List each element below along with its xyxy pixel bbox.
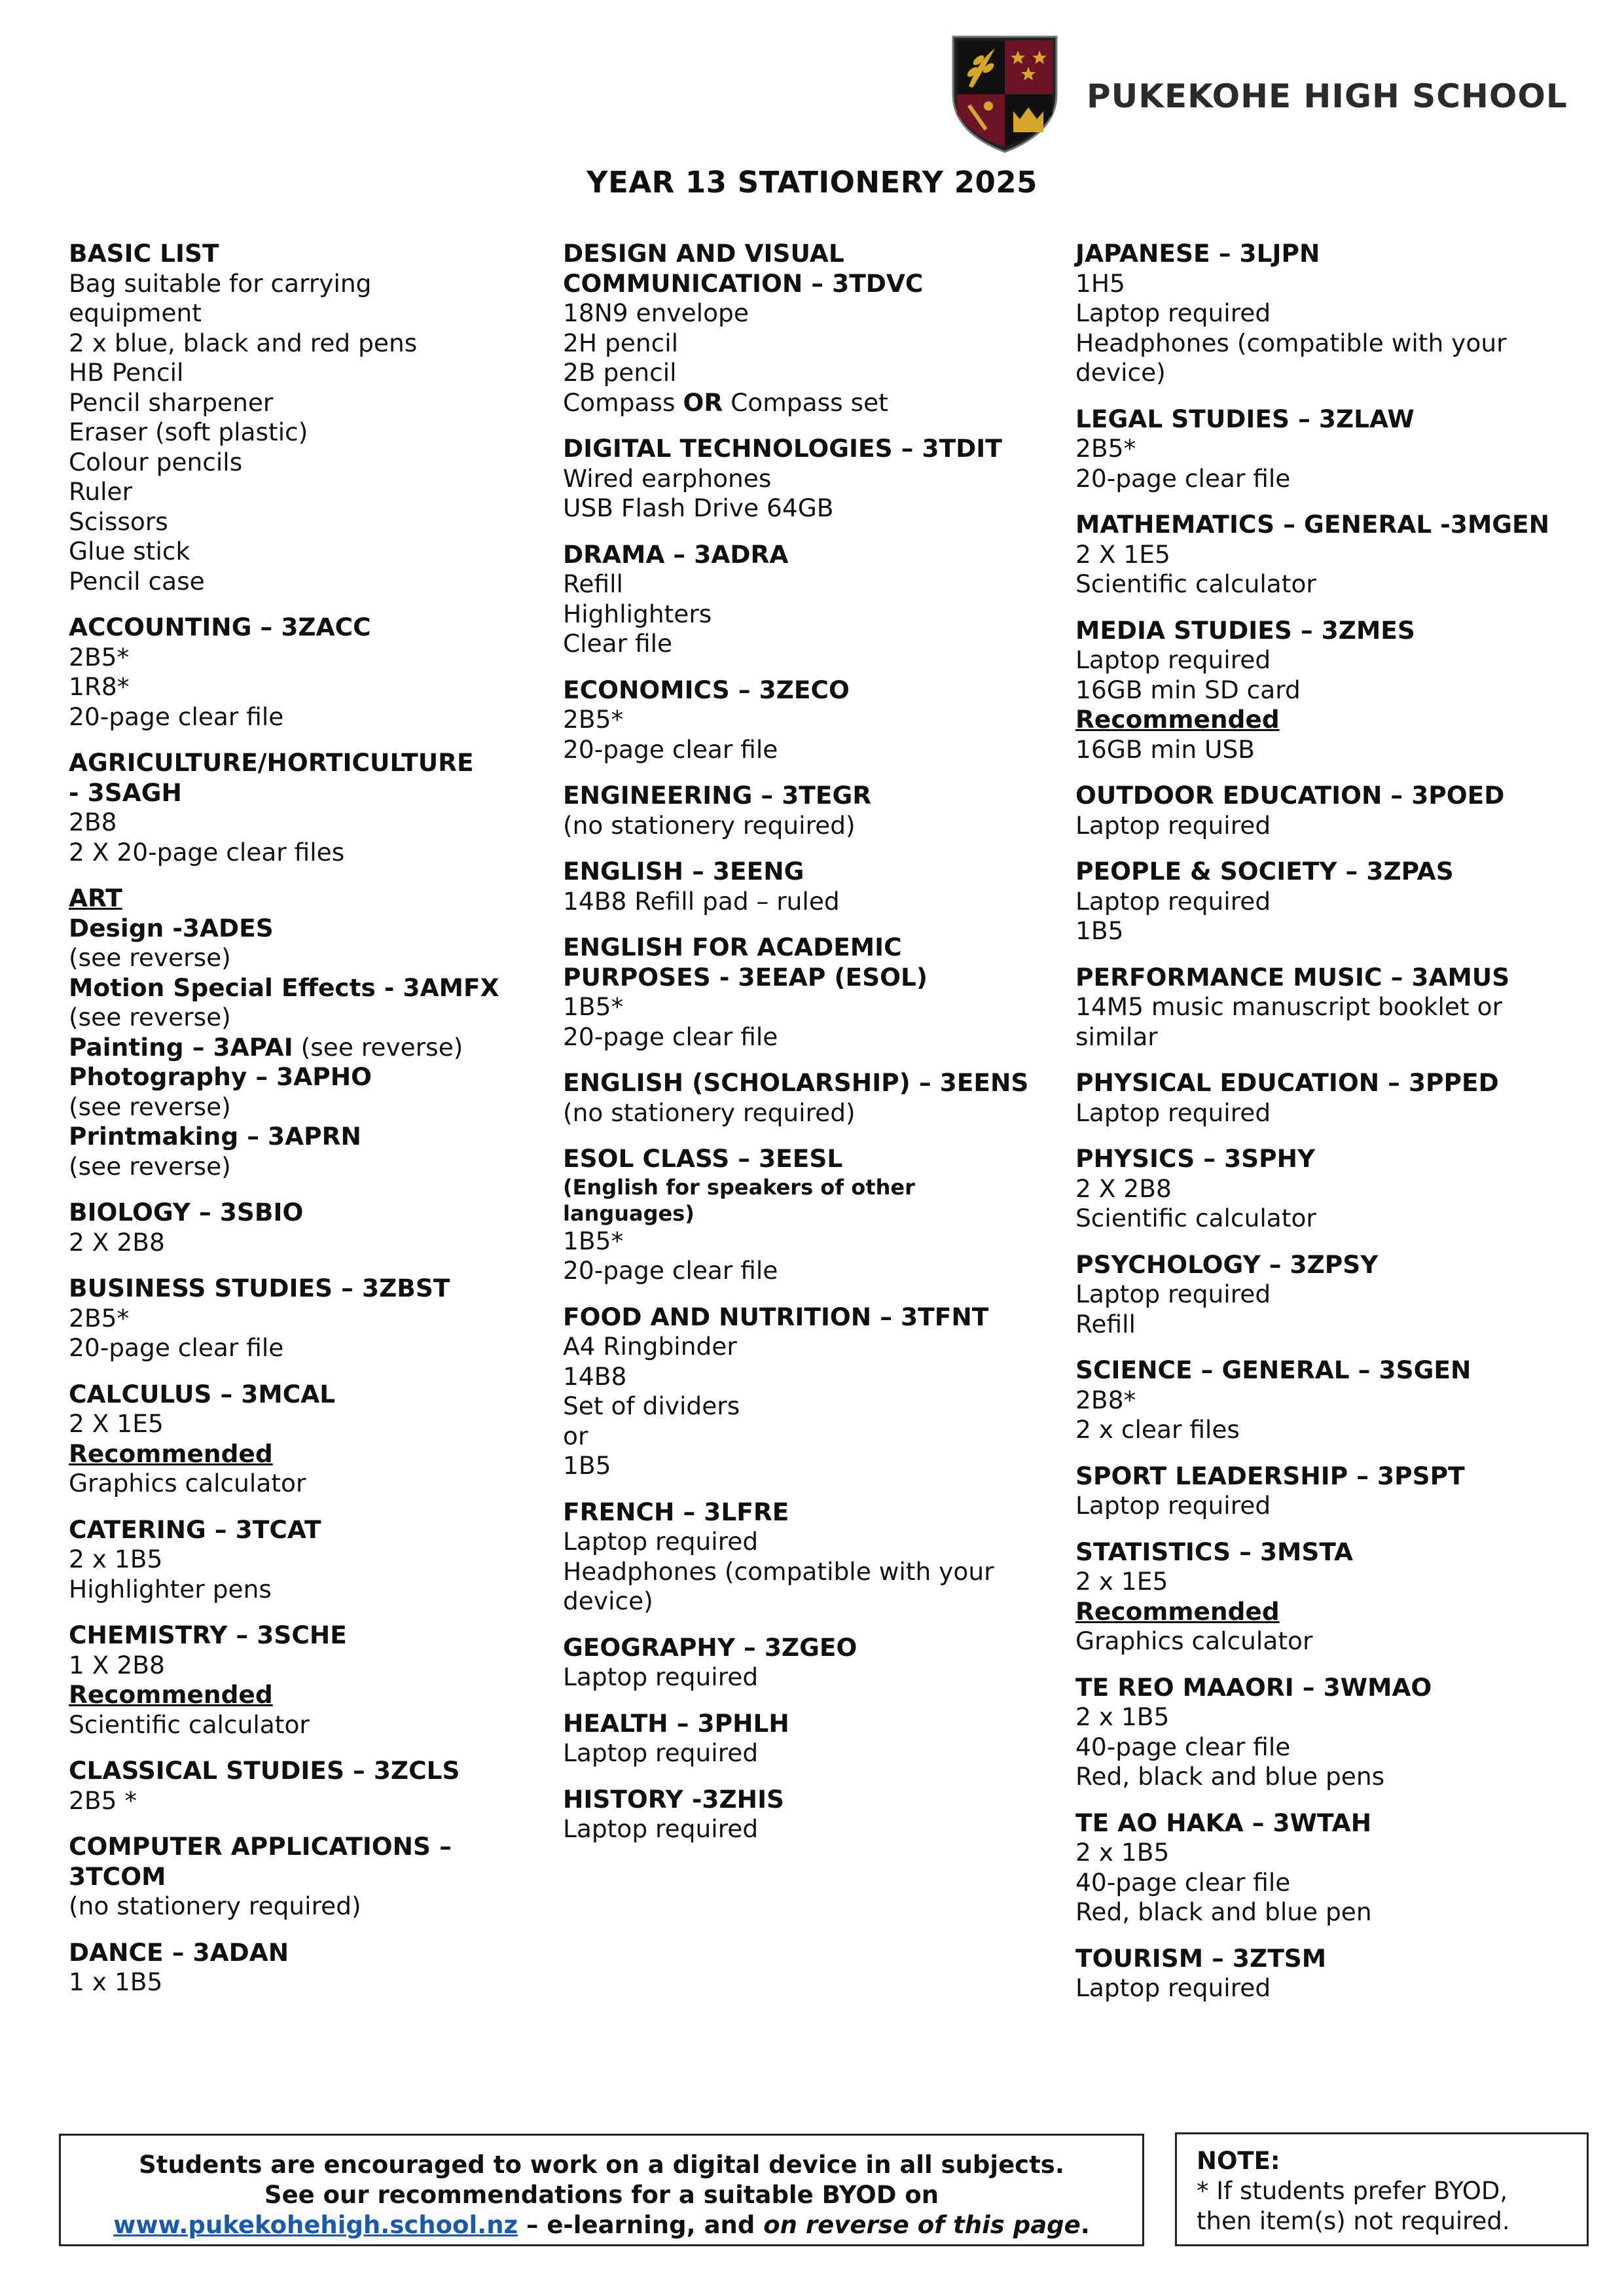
subject-section <box>1075 1537 1593 1657</box>
byod-line-1: Students are encouraged to work on a digital device in all subjects. <box>139 2151 1064 2179</box>
byod-line-2: See our recommendations for a suitable BYOD on <box>264 2181 939 2209</box>
stationery-item: Pencil case <box>69 566 205 596</box>
stationery-item: Colour pencils <box>69 447 243 476</box>
subject-heading: HISTORY -3ZHIS <box>563 1784 785 1814</box>
stationery-item: 2 X 1E5 <box>1075 539 1170 569</box>
subject-heading: HEALTH – 3PHLH <box>563 1708 789 1738</box>
subject-heading: DIGITAL TECHNOLOGIES – 3TDIT <box>563 434 1002 463</box>
subject-subtitle: (English for speakers of other <box>563 1174 915 1200</box>
stationery-item: 20-page clear file <box>563 734 778 764</box>
subject-heading: ENGLISH (SCHOLARSHIP) – 3EENS <box>563 1068 1029 1097</box>
stationery-item: Scissors <box>69 507 168 536</box>
stationery-item: Scientific calculator <box>1075 569 1316 598</box>
stationery-item: Laptop required <box>1075 298 1271 327</box>
recommended-label: Recommended <box>69 1439 273 1468</box>
stationery-item: 2H pencil <box>563 328 679 357</box>
stationery-item: 18N9 envelope <box>563 298 749 327</box>
stationery-item: Red, black and blue pens <box>1075 1762 1385 1791</box>
stationery-item: Refill <box>1075 1309 1136 1338</box>
stationery-item: Refill <box>563 569 623 598</box>
stationery-item: 2 x 1B5 <box>69 1545 163 1573</box>
subject-section <box>69 1274 520 1363</box>
art-entry-name: Photography – 3APHO <box>69 1062 372 1091</box>
stationery-item: (no stationery required) <box>563 1098 856 1127</box>
stationery-item: Laptop required <box>1075 810 1271 840</box>
subject-heading: AGRICULTURE/HORTICULTURE <box>69 748 474 777</box>
subject-section <box>69 1756 520 1816</box>
page-title: YEAR 13 STATIONERY 2025 <box>586 165 1038 200</box>
subject-section <box>1075 404 1593 494</box>
subject-heading: FOOD AND NUTRITION – 3TFNT <box>563 1302 989 1331</box>
subject-section <box>69 1621 520 1740</box>
subject-heading: PEOPLE & SOCIETY – 3ZPAS <box>1075 857 1454 886</box>
subject-section <box>1075 1355 1593 1445</box>
subject-section <box>1075 963 1593 1052</box>
stationery-item <box>563 388 1060 418</box>
subject-heading: PURPOSES - 3EEAP (ESOL) <box>563 962 928 992</box>
subject-section <box>69 1938 520 1998</box>
stationery-item: 14B8 Refill pad – ruled <box>563 886 840 916</box>
subject-heading: LEGAL STUDIES – 3ZLAW <box>1075 404 1415 433</box>
subject-section <box>69 1832 520 1922</box>
stationery-item: 1B5* <box>563 992 624 1021</box>
stationery-item: Wired earphones <box>563 463 772 493</box>
stationery-item: 2 X 1E5 <box>69 1409 164 1438</box>
stationery-item: HB Pencil <box>69 358 184 387</box>
subject-section <box>563 1709 1060 1768</box>
subject-section <box>563 1068 1060 1128</box>
subject-heading: - 3SAGH <box>69 778 182 807</box>
subject-heading: 3TCOM <box>69 1861 166 1891</box>
subject-section <box>1075 857 1593 946</box>
subject-section <box>1075 781 1593 840</box>
subject-section <box>563 933 1060 1052</box>
subject-section <box>563 1785 1060 1844</box>
byod-notice-box <box>59 2134 1144 2246</box>
subject-heading: SCIENCE – GENERAL – 3SGEN <box>1075 1355 1471 1384</box>
stationery-item: Laptop required <box>563 1738 759 1767</box>
stationery-item: Scientific calculator <box>1075 1204 1316 1232</box>
stationery-item: Ruler <box>69 477 133 506</box>
subject-section <box>563 434 1060 524</box>
stationery-item: 2B5* <box>69 642 130 672</box>
stationery-item: Graphics calculator <box>69 1469 306 1498</box>
stationery-item: Laptop required <box>563 1814 759 1843</box>
subject-heading: JAPANESE – 3LJPN <box>1075 239 1320 268</box>
subject-section <box>563 1302 1060 1481</box>
stationery-item: (no stationery required) <box>69 1892 361 1920</box>
stationery-item-part: Compass <box>563 387 683 417</box>
school-name: PUKEKOHE HIGH SCHOOL <box>1087 77 1568 115</box>
art-entry-note: (see reverse) <box>293 1032 463 1062</box>
stationery-item: 2B pencil <box>563 358 677 387</box>
subject-heading: PSYCHOLOGY – 3ZPSY <box>1075 1249 1379 1279</box>
subject-heading: PHYSICS – 3SPHY <box>1075 1144 1316 1173</box>
subject-section <box>1075 1673 1593 1792</box>
stationery-item: Laptop required <box>1075 1098 1271 1127</box>
note-title: NOTE: <box>1197 2147 1280 2175</box>
stationery-item: 16GB min USB <box>1075 734 1255 764</box>
subject-section <box>563 781 1060 840</box>
stationery-item: 1R8* <box>69 672 130 701</box>
subject-section <box>563 857 1060 916</box>
subject-heading: CHEMISTRY – 3SCHE <box>69 1621 347 1649</box>
stationery-item: 1H5 <box>1075 268 1125 298</box>
stationery-item: 2 X 20-page clear files <box>69 837 345 867</box>
subject-section <box>69 239 520 596</box>
subject-heading: COMMUNICATION – 3TDVC <box>563 268 924 298</box>
stationery-item: 40-page clear file <box>1075 1867 1291 1897</box>
subject-heading: ENGLISH FOR ACADEMIC <box>563 933 902 961</box>
stationery-item: Scientific calculator <box>69 1710 310 1739</box>
stationery-item: 2 X 2B8 <box>69 1227 165 1257</box>
subject-section <box>69 613 520 732</box>
subject-heading: TOURISM – 3ZTSM <box>1075 1943 1327 1973</box>
subject-section <box>1075 1808 1593 1928</box>
subject-heading: ESOL CLASS – 3EESL <box>563 1144 843 1173</box>
stationery-item: 2 x clear files <box>1075 1415 1240 1444</box>
subject-section <box>563 540 1060 659</box>
stationery-item: device) <box>563 1587 653 1615</box>
subject-heading: TE AO HAKA – 3WTAH <box>1075 1808 1372 1837</box>
subject-section <box>1075 239 1593 388</box>
art-entry-note: (see reverse) <box>69 943 231 972</box>
subject-heading: TE REO MAAORI – 3WMAO <box>1075 1672 1432 1702</box>
art-entry-note: (see reverse) <box>69 1003 231 1031</box>
byod-line-3 <box>61 2210 1142 2240</box>
stationery-item: 20-page clear file <box>563 1256 778 1285</box>
school-crest-icon <box>949 34 1060 154</box>
subject-section <box>1075 1250 1593 1340</box>
stationery-item: Set of dividers <box>563 1391 740 1420</box>
stationery-item: 2B5* <box>563 705 624 734</box>
byod-line-3-end: . <box>1080 2211 1090 2239</box>
subject-heading: ECONOMICS – 3ZECO <box>563 675 850 704</box>
stationery-item-part: Compass set <box>723 387 888 417</box>
byod-line-3-mid: – e-learning, and <box>518 2211 764 2239</box>
subject-heading: STATISTICS – 3MSTA <box>1075 1537 1354 1566</box>
stationery-item: Headphones (compatible with your <box>563 1556 994 1586</box>
subject-section <box>563 239 1060 418</box>
stationery-item: 2 X 2B8 <box>1075 1174 1172 1203</box>
subject-section <box>563 1633 1060 1693</box>
stationery-item: equipment <box>69 298 202 327</box>
stationery-item: 2 x 1E5 <box>1075 1567 1168 1596</box>
note-line-2: then item(s) not required. <box>1197 2207 1510 2235</box>
subject-heading: ENGLISH – 3EENG <box>563 857 804 886</box>
subject-heading: FRENCH – 3LFRE <box>563 1497 789 1526</box>
stationery-item: 2B5* <box>1075 434 1136 463</box>
stationery-item: Eraser (soft plastic) <box>69 418 308 446</box>
stationery-item: 20-page clear file <box>69 1333 284 1362</box>
subject-section <box>563 1498 1060 1617</box>
stationery-item: Laptop required <box>563 1662 759 1691</box>
subject-section <box>69 884 520 1181</box>
stationery-item: 1B5* <box>563 1226 624 1255</box>
subject-heading: BASIC LIST <box>69 239 219 268</box>
subject-heading: DRAMA – 3ADRA <box>563 539 789 569</box>
subject-section <box>69 748 520 867</box>
stationery-item: 1 x 1B5 <box>69 1967 163 1996</box>
stationery-item: Laptop required <box>1075 1491 1271 1520</box>
byod-line-3-italic: on reverse of this page <box>763 2211 1081 2239</box>
subject-heading: BUSINESS STUDIES – 3ZBST <box>69 1274 450 1302</box>
subject-section <box>1075 1944 1593 2003</box>
stationery-item: A4 Ringbinder <box>563 1332 737 1361</box>
subject-heading: COMPUTER APPLICATIONS – <box>69 1832 452 1861</box>
stationery-item: 14B8 <box>563 1361 627 1391</box>
note-line-1: * If students prefer BYOD, <box>1197 2177 1508 2205</box>
stationery-item: similar <box>1075 1022 1158 1051</box>
stationery-item: 2 x 1B5 <box>1075 1702 1170 1731</box>
stationery-item: 20-page clear file <box>563 1022 778 1051</box>
stationery-item: 40-page clear file <box>1075 1732 1291 1761</box>
subject-section <box>69 1515 520 1605</box>
stationery-item: Glue stick <box>69 537 190 565</box>
subject-heading: PERFORMANCE MUSIC – 3AMUS <box>1075 962 1510 992</box>
stationery-item: Laptop required <box>1075 886 1271 916</box>
note-box <box>1175 2132 1589 2246</box>
stationery-item: Laptop required <box>1075 1973 1271 2002</box>
recommended-label: Recommended <box>1075 705 1280 734</box>
stationery-item: 2B5 * <box>69 1785 137 1815</box>
stationery-item: 20-page clear file <box>1075 463 1291 493</box>
subject-heading: DANCE – 3ADAN <box>69 1937 289 1967</box>
stationery-item: 14M5 music manuscript booklet or <box>1075 992 1502 1021</box>
subject-section <box>1075 510 1593 600</box>
stationery-item: Highlighter pens <box>69 1574 272 1604</box>
stationery-item: 1B5 <box>1075 916 1124 945</box>
stationery-item: 1 X 2B8 <box>69 1650 165 1679</box>
subject-heading: MATHEMATICS – GENERAL -3MGEN <box>1075 510 1550 539</box>
stationery-item: 1B5 <box>563 1451 611 1480</box>
stationery-item: 16GB min SD card <box>1075 675 1301 704</box>
subject-section <box>563 675 1060 765</box>
stationery-item: or <box>563 1421 588 1450</box>
subject-heading: OUTDOOR EDUCATION – 3POED <box>1075 781 1505 810</box>
stationery-item: 2 x 1B5 <box>1075 1838 1170 1867</box>
art-entry-name: Design -3ADES <box>69 913 274 942</box>
stationery-item: Highlighters <box>563 599 712 628</box>
stationery-item: Headphones (compatible with your <box>1075 328 1507 357</box>
stationery-item: device) <box>1075 358 1166 387</box>
recommended-label: Recommended <box>1075 1596 1280 1626</box>
art-entry-name: Motion Special Effects - 3AMFX <box>69 973 499 1002</box>
recommended-label: Recommended <box>69 1680 273 1709</box>
stationery-item: 2B8 <box>69 808 117 836</box>
stationery-item: Laptop required <box>1075 1280 1271 1308</box>
subject-section <box>1075 1462 1593 1521</box>
subject-heading: SPORT LEADERSHIP – 3PSPT <box>1075 1461 1465 1490</box>
subject-heading: GEOGRAPHY – 3ZGEO <box>563 1632 857 1662</box>
stationery-item: 2B8* <box>1075 1385 1136 1414</box>
subject-heading: CALCULUS – 3MCAL <box>69 1379 336 1408</box>
subject-heading: MEDIA STUDIES – 3ZMES <box>1075 615 1415 645</box>
column-2 <box>563 239 1060 1861</box>
stationery-item: Laptop required <box>563 1527 759 1556</box>
stationery-item: Red, black and blue pen <box>1075 1897 1372 1926</box>
subject-section <box>69 1198 520 1257</box>
subject-heading: PHYSICAL EDUCATION – 3PPED <box>1075 1068 1499 1097</box>
stationery-item: 2 x blue, black and red pens <box>69 328 418 357</box>
subject-section <box>1075 1144 1593 1234</box>
stationery-item: (no stationery required) <box>563 810 856 840</box>
stationery-item: Bag suitable for carrying <box>69 268 372 298</box>
subject-section <box>69 1380 520 1499</box>
subject-heading: ACCOUNTING – 3ZACC <box>69 613 371 641</box>
school-website-link[interactable]: www.pukekohehigh.school.nz <box>113 2211 518 2239</box>
subject-heading: CLASSICAL STUDIES – 3ZCLS <box>69 1756 460 1785</box>
stationery-item: USB Flash Drive 64GB <box>563 493 834 522</box>
stationery-item-part: OR <box>683 387 723 417</box>
subject-subtitle: languages) <box>563 1200 695 1226</box>
art-heading: ART <box>69 884 122 912</box>
stationery-item: Graphics calculator <box>1075 1626 1313 1655</box>
stationery-item: 20-page clear file <box>69 702 284 731</box>
subject-section <box>1075 1068 1593 1128</box>
art-entry <box>69 1033 520 1063</box>
subject-section <box>563 1144 1060 1286</box>
stationery-item: 2B5* <box>69 1303 130 1333</box>
subject-heading: DESIGN AND VISUAL <box>563 239 844 268</box>
stationery-item: Laptop required <box>1075 645 1271 674</box>
subject-heading: CATERING – 3TCAT <box>69 1515 321 1544</box>
subject-section <box>1075 616 1593 765</box>
stationery-item: Clear file <box>563 629 673 658</box>
art-entry-name: Printmaking – 3APRN <box>69 1122 361 1151</box>
art-entry-note: (see reverse) <box>69 1151 231 1181</box>
subject-heading: ENGINEERING – 3TEGR <box>563 781 872 810</box>
stationery-item: Pencil sharpener <box>69 387 274 417</box>
column-1 <box>69 239 520 2014</box>
column-3 <box>1075 239 1593 2020</box>
art-entry-name: Painting – 3APAI <box>69 1032 293 1062</box>
art-entry-note: (see reverse) <box>69 1092 231 1121</box>
subject-heading: BIOLOGY – 3SBIO <box>69 1198 304 1227</box>
